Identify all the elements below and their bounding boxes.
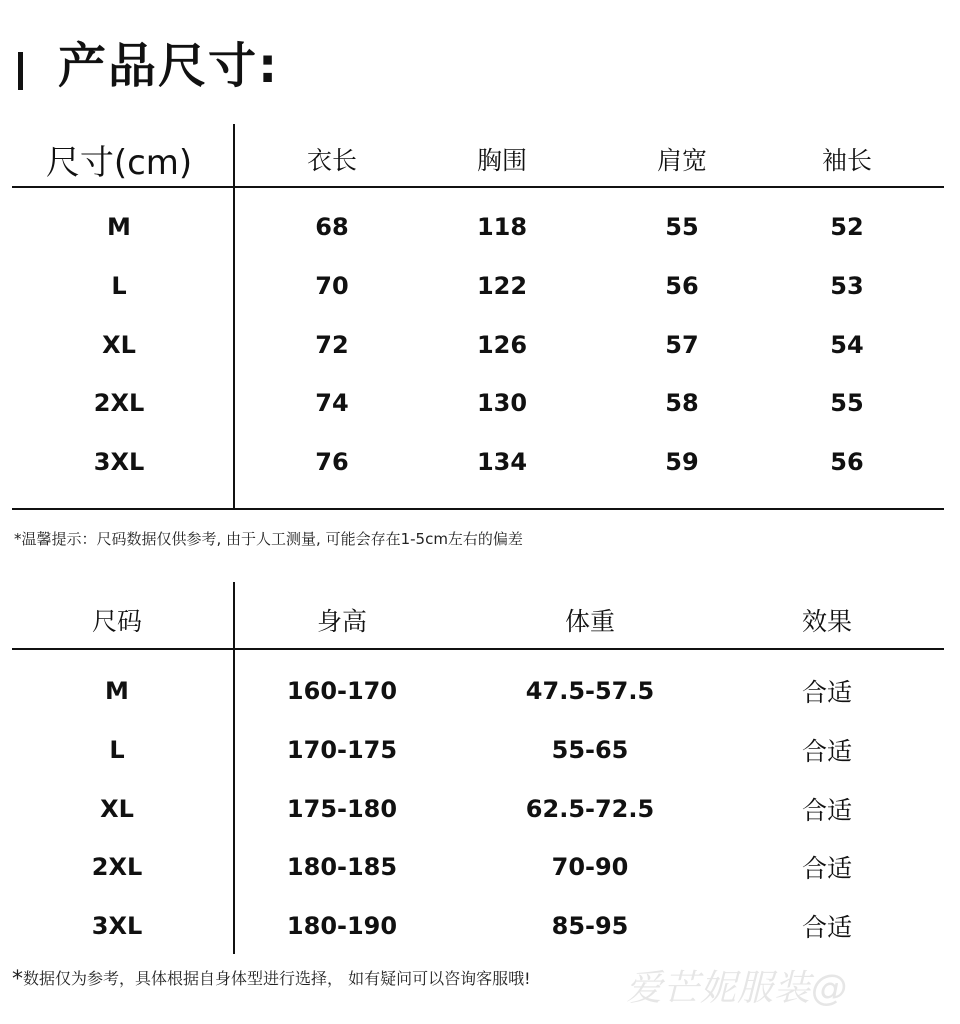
weight-cell: 55-65	[551, 736, 629, 764]
table-row	[12, 328, 944, 362]
table-header-row	[12, 600, 944, 640]
size-cell: 3XL	[93, 448, 145, 476]
value-cell: 118	[476, 213, 528, 241]
value-cell: 126	[476, 331, 528, 359]
reference-note	[12, 966, 531, 992]
note-asterisk: *	[12, 967, 23, 992]
column-header: 尺寸(cm)	[45, 142, 193, 183]
fit-cell: 合适	[801, 854, 853, 883]
page-title: 产品尺寸:	[58, 38, 280, 94]
column-header: 效果	[801, 607, 853, 636]
size-cell: 2XL	[93, 389, 145, 417]
value-cell: 53	[830, 272, 864, 300]
height-cell: 160-170	[286, 677, 398, 705]
size-cell: 2XL	[91, 853, 143, 881]
value-cell: 70	[315, 272, 349, 300]
value-cell: 52	[830, 213, 864, 241]
column-header: 肩宽	[656, 146, 708, 175]
value-cell: 56	[830, 448, 864, 476]
reference-note-text: 数据仅为参考，具体根据自身体型进行选择， 如有疑问可以咨询客服哦!	[23, 969, 531, 988]
header-divider	[12, 186, 944, 188]
column-header: 胸围	[476, 146, 528, 175]
size-cell: M	[105, 677, 129, 705]
value-cell: 68	[315, 213, 349, 241]
column-header: 袖长	[821, 146, 873, 175]
value-cell: 74	[315, 389, 349, 417]
height-cell: 175-180	[286, 795, 398, 823]
table-row	[12, 210, 944, 244]
table-row	[12, 386, 944, 420]
value-cell: 57	[665, 331, 699, 359]
column-header: 体重	[564, 607, 616, 636]
fit-cell: 合适	[801, 678, 853, 707]
value-cell: 55	[830, 389, 864, 417]
measurement-table	[12, 124, 944, 510]
title-marker	[18, 52, 23, 90]
weight-cell: 62.5-72.5	[525, 795, 655, 823]
size-cell: 3XL	[91, 912, 143, 940]
fit-cell: 合适	[801, 913, 853, 942]
table-row	[12, 792, 944, 826]
measurement-note: *温馨提示：尺码数据仅供参考, 由于人工测量, 可能会存在1-5cm左右的偏差	[14, 530, 523, 548]
size-cell: XL	[102, 331, 136, 359]
height-cell: 170-175	[286, 736, 398, 764]
column-header: 尺码	[91, 607, 143, 636]
weight-cell: 70-90	[551, 853, 629, 881]
value-cell: 54	[830, 331, 864, 359]
fit-table	[12, 582, 944, 954]
table-row	[12, 674, 944, 708]
height-cell: 180-185	[286, 853, 398, 881]
value-cell: 134	[476, 448, 528, 476]
table-row	[12, 909, 944, 943]
table-header-row	[12, 134, 944, 184]
value-cell: 59	[665, 448, 699, 476]
header-divider	[12, 648, 944, 650]
table-row	[12, 445, 944, 479]
column-header: 身高	[316, 607, 368, 636]
size-cell: M	[107, 213, 131, 241]
size-cell: L	[111, 272, 127, 300]
fit-cell: 合适	[801, 796, 853, 825]
value-cell: 130	[476, 389, 528, 417]
weight-cell: 85-95	[551, 912, 629, 940]
table-row	[12, 850, 944, 884]
weight-cell: 47.5-57.5	[525, 677, 655, 705]
value-cell: 56	[665, 272, 699, 300]
value-cell: 55	[665, 213, 699, 241]
table-row	[12, 269, 944, 303]
brand-watermark: 爱芒妮服装@	[626, 968, 849, 1009]
table-bottom-border	[12, 508, 944, 510]
column-header: 衣长	[306, 146, 358, 175]
value-cell: 122	[476, 272, 528, 300]
fit-cell: 合适	[801, 737, 853, 766]
value-cell: 72	[315, 331, 349, 359]
table-row	[12, 733, 944, 767]
value-cell: 58	[665, 389, 699, 417]
height-cell: 180-190	[286, 912, 398, 940]
value-cell: 76	[315, 448, 349, 476]
size-cell: XL	[100, 795, 134, 823]
size-cell: L	[109, 736, 125, 764]
